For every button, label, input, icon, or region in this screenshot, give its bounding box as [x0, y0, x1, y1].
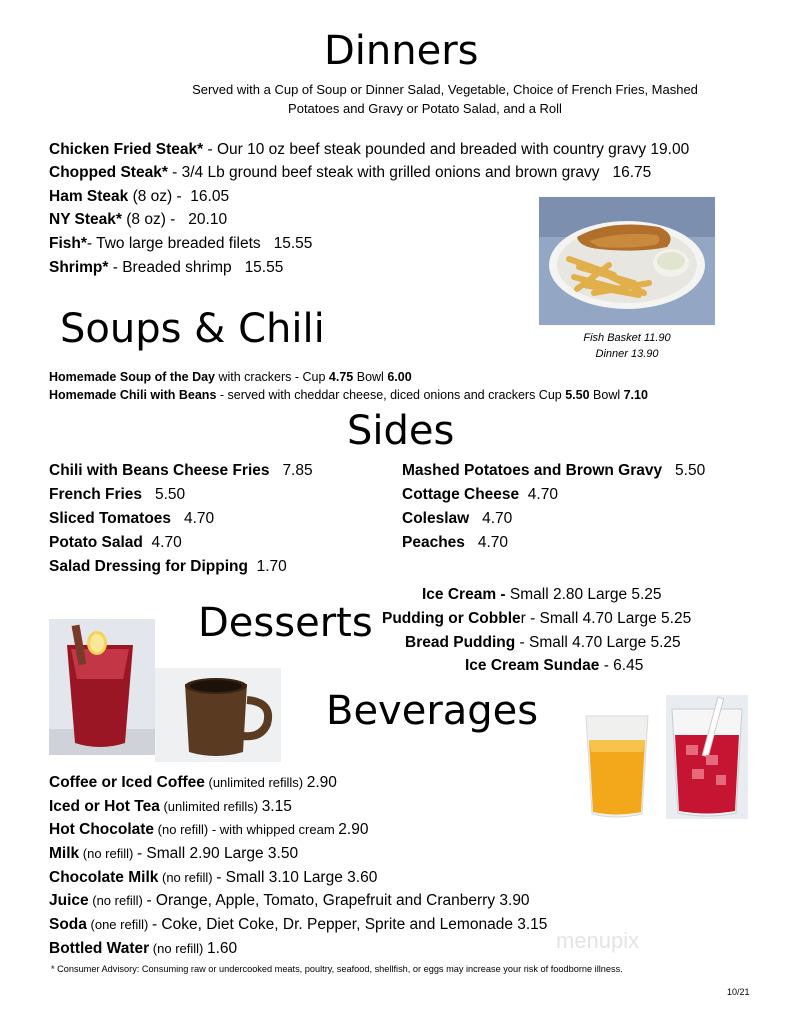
beverage-item-name: Chocolate Milk [49, 869, 159, 886]
dessert-item-name: Ice Cream - [422, 586, 506, 603]
dessert-item-prices: - 6.45 [599, 657, 644, 674]
soup-desc: with crackers - Cup [215, 370, 329, 384]
beverage-item-name: Bottled Water [49, 940, 150, 957]
orange-juice-photo [580, 710, 654, 820]
dessert-item-prices: - Small 4.70 Large 5.25 [515, 634, 681, 651]
dinner-item-desc: - Breaded shrimp [108, 259, 232, 276]
side-item-price: 4.70 [183, 510, 215, 527]
coffee-mug-photo [155, 668, 281, 762]
fish-basket-illustration [539, 197, 715, 325]
chili-name: Homemade Chili with Beans [49, 388, 217, 402]
beverage-item-name: Iced or Hot Tea [49, 798, 160, 815]
side-item-name: French Fries [49, 486, 143, 503]
date-code: 10/21 [727, 987, 750, 997]
dessert-item-prices: r - Small 4.70 Large 5.25 [520, 610, 692, 627]
orange-juice-illustration [580, 710, 654, 820]
dinner-item-price: 16.05 [190, 188, 230, 205]
side-item-price: 4.70 [477, 534, 509, 551]
fish-basket-caption-line-2: Dinner 13.90 [595, 348, 659, 360]
dinner-item-price: 19.00 [650, 141, 690, 158]
side-item [402, 462, 705, 480]
dinner-item-name: NY Steak* [49, 211, 122, 228]
beverage-item-note: (no refill) - with whipped cream [154, 822, 339, 837]
beverage-item [49, 845, 298, 863]
side-item [49, 510, 214, 528]
side-item-name: Coleslaw [402, 510, 470, 527]
dinner-item [49, 141, 689, 159]
consumer-advisory: * Consumer Advisory: Consuming raw or undercooked meats, poultry, seafood, shellfish, or eggs may increase your risk of foodborne illness. [51, 964, 623, 974]
dessert-item [382, 610, 691, 628]
side-item [49, 486, 185, 504]
beverage-item-note: (one refill) [86, 917, 152, 932]
side-item-price: 4.70 [527, 486, 558, 503]
dinner-item-name: Chicken Fried Steak* [49, 141, 204, 158]
side-item [49, 462, 313, 480]
soup-bowl-label: Bowl [353, 370, 388, 384]
soup-bowl-price: 6.00 [387, 370, 412, 384]
beverage-item [49, 916, 547, 934]
side-item-price: 1.70 [256, 558, 287, 575]
beverage-item [49, 774, 337, 792]
chili-bowl-label: Bowl [589, 388, 624, 402]
beverage-item-price: - Orange, Apple, Tomato, Grapefruit and Cranberry 3.90 [146, 892, 530, 909]
dinner-item [49, 259, 283, 277]
beverage-item-name: Hot Chocolate [49, 821, 155, 838]
side-item-price: 5.50 [675, 462, 706, 479]
side-item [49, 558, 287, 576]
beverage-item [49, 798, 292, 816]
side-item [402, 486, 558, 504]
dinner-item-desc: (8 oz) - [128, 188, 182, 205]
side-item-name: Sliced Tomatoes [49, 510, 172, 527]
side-item-name: Mashed Potatoes and Brown Gravy [402, 462, 663, 479]
sides-title: Sides [347, 408, 455, 454]
dessert-item-prices: Small 2.80 Large 5.25 [505, 586, 662, 603]
dinner-item-price: 20.10 [188, 211, 228, 228]
fish-basket-photo [539, 197, 715, 325]
red-soda-photo [666, 695, 748, 819]
iced-tea-photo [49, 619, 155, 755]
iced-tea-illustration [49, 619, 155, 755]
dinner-item [49, 235, 312, 253]
side-item-name: Potato Salad [49, 534, 143, 551]
side-item-price: 4.70 [482, 510, 513, 527]
dessert-item [465, 657, 643, 675]
fish-basket-caption [560, 330, 694, 362]
beverage-item-price: 2.90 [306, 774, 337, 791]
chili-line [49, 388, 648, 402]
dessert-item [422, 586, 662, 604]
dinner-item-desc: (8 oz) - [121, 211, 176, 228]
beverage-item-price: - Small 3.10 Large 3.60 [216, 869, 378, 886]
dessert-item [405, 634, 681, 652]
beverage-item-note: (unlimited refills) [204, 775, 307, 790]
side-item-name: Chili with Beans Cheese Fries [49, 462, 270, 479]
desserts-title: Desserts [198, 600, 373, 646]
dinner-item-desc: - Our 10 oz beef steak pounded and breaded with country gravy [203, 141, 647, 158]
side-item-price: 7.85 [282, 462, 313, 479]
side-item-price: 4.70 [151, 534, 182, 551]
dinner-item-price: 16.75 [612, 164, 652, 181]
beverage-item-price: - Coke, Diet Coke, Dr. Pepper, Sprite and Lemonade 3.15 [151, 916, 548, 933]
beverage-item-price: - Small 2.90 Large 3.50 [136, 845, 299, 862]
dinners-subtitle-line-1: Served with a Cup of Soup or Dinner Salad, Vegetable, Choice of French Fries, Mashed [192, 82, 698, 97]
dinner-item [49, 164, 651, 182]
dessert-item-name: Bread Pudding [405, 634, 516, 651]
dinner-item-name: Fish* [49, 235, 87, 252]
dinner-item-name: Shrimp* [49, 259, 109, 276]
beverage-item-name: Soda [49, 916, 87, 933]
beverage-item-name: Coffee or Iced Coffee [49, 774, 205, 791]
dinner-item-desc: - Two large breaded filets [86, 235, 261, 252]
side-item-name: Cottage Cheese [402, 486, 520, 503]
beverage-item-name: Juice [49, 892, 89, 909]
dinners-subtitle-line-2: Potatoes and Gravy or Potato Salad, and a Roll [288, 101, 562, 116]
side-item [402, 534, 508, 552]
dinners-subtitle [150, 80, 740, 118]
beverage-item-note: (no refill) [149, 941, 207, 956]
fish-basket-caption-line-1: Fish Basket 11.90 [583, 332, 671, 344]
side-item [402, 510, 512, 528]
coffee-mug-illustration [155, 668, 281, 762]
soup-cup-price: 4.75 [328, 370, 354, 384]
beverage-item-price: 1.60 [206, 940, 238, 957]
beverage-item-note: (no refill) [88, 893, 147, 908]
beverage-item-note: (unlimited refills) [159, 799, 262, 814]
red-soda-illustration [666, 695, 748, 819]
dinners-title: Dinners [324, 28, 479, 74]
dinner-item [49, 211, 227, 229]
dinner-item-desc: - 3/4 Lb ground beef steak with grilled onions and brown gravy [167, 164, 600, 181]
beverage-item-price: 2.90 [338, 821, 369, 838]
chili-bowl-price: 7.10 [623, 388, 648, 402]
dinner-item-name: Chopped Steak* [49, 164, 168, 181]
side-item-name: Salad Dressing for Dipping [49, 558, 248, 575]
beverage-item [49, 821, 368, 839]
side-item-name: Peaches [402, 534, 465, 551]
beverages-title: Beverages [326, 688, 539, 734]
soups-title: Soups & Chili [60, 306, 325, 352]
side-item [49, 534, 182, 552]
dinner-item-name: Ham Steak [49, 188, 129, 205]
soup-name: Homemade Soup of the Day [49, 370, 215, 384]
chili-desc: - served with cheddar cheese, diced onions and crackers Cup [216, 388, 566, 402]
chili-cup-price: 5.50 [565, 388, 590, 402]
beverage-item [49, 892, 530, 910]
beverage-item-name: Milk [49, 845, 80, 862]
beverage-item-note: (no refill) [158, 870, 217, 885]
beverage-item [49, 940, 237, 958]
side-item-price: 5.50 [154, 486, 186, 503]
dinner-item-price: 15.55 [273, 235, 313, 252]
beverage-item [49, 869, 377, 887]
dessert-item-name: Ice Cream Sundae [465, 657, 600, 674]
dinner-item-price: 15.55 [244, 259, 284, 276]
menupix-watermark: menupix [556, 928, 640, 953]
dessert-item-name: Pudding or Cobble [382, 610, 521, 627]
dinner-item [49, 188, 229, 206]
soup-line [49, 370, 412, 384]
beverage-item-price: 3.15 [261, 798, 292, 815]
beverage-item-note: (no refill) [79, 846, 137, 861]
